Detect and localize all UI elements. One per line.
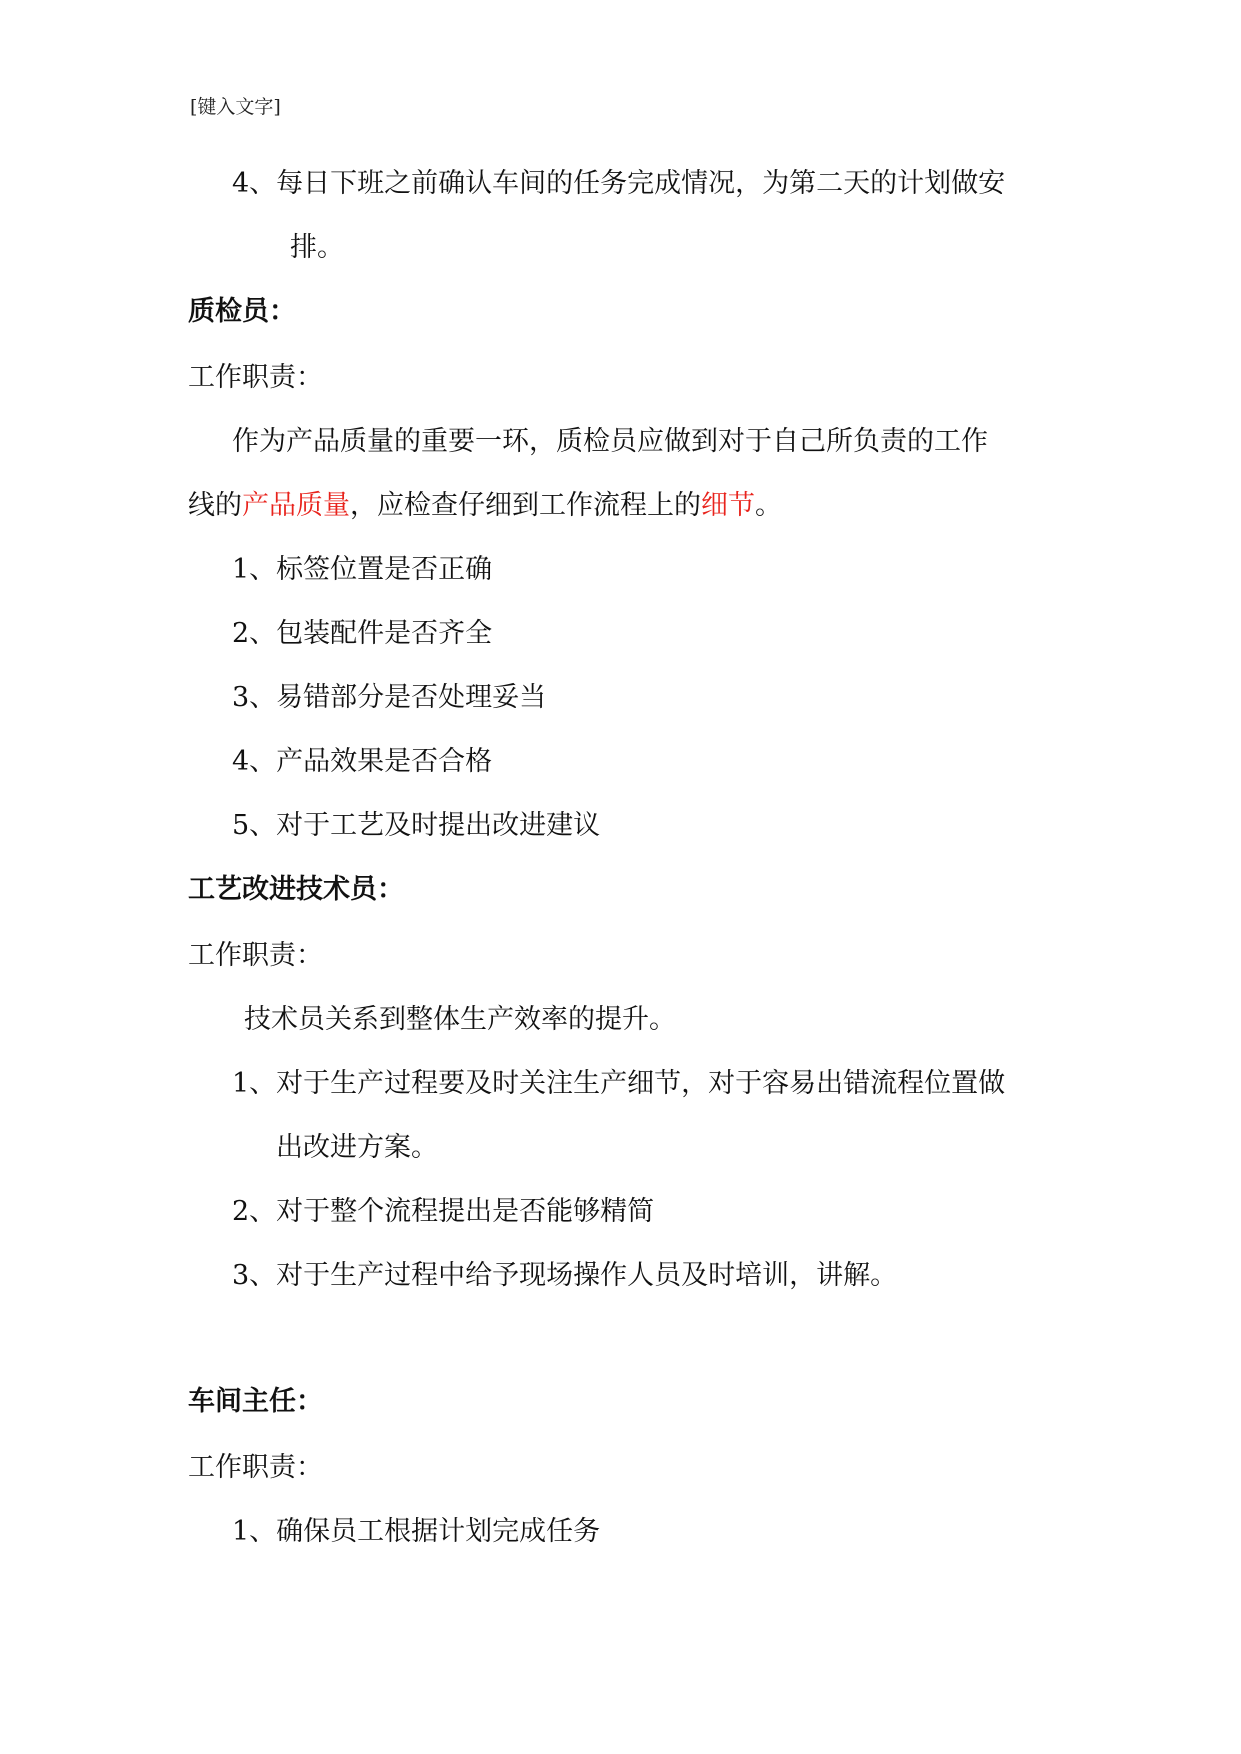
paragraph-line: 作为产品质量的重要一环，质检员应做到对于自己所负责的工作 bbox=[232, 426, 988, 457]
highlight-text: 产品质量 bbox=[242, 490, 350, 521]
list-item: 4、每日下班之前确认车间的任务完成情况，为第二天的计划做安 bbox=[232, 168, 1006, 199]
list-item-continuation: 出改进方案。 bbox=[276, 1132, 438, 1163]
paragraph-line bbox=[188, 488, 782, 524]
duty-label: 工作职责： bbox=[188, 1452, 323, 1483]
list-item: 3、易错部分是否处理妥当 bbox=[232, 682, 547, 713]
section-title-director: 车间主任： bbox=[188, 1386, 323, 1417]
list-item: 3、对于生产过程中给予现场操作人员及时培训，讲解。 bbox=[232, 1260, 898, 1291]
highlight-text: 细节 bbox=[701, 490, 755, 521]
list-item: 1、确保员工根据计划完成任务 bbox=[232, 1516, 601, 1547]
duty-label: 工作职责： bbox=[188, 940, 323, 971]
list-item: 2、包装配件是否齐全 bbox=[232, 618, 493, 649]
duty-label: 工作职责： bbox=[188, 362, 323, 393]
list-item-continuation: 排。 bbox=[290, 232, 344, 263]
page-header: [键入文字] bbox=[190, 96, 281, 118]
paragraph-line: 技术员关系到整体生产效率的提升。 bbox=[244, 1004, 676, 1035]
list-item: 1、对于生产过程要及时关注生产细节，对于容易出错流程位置做 bbox=[232, 1068, 1006, 1099]
list-item: 4、产品效果是否合格 bbox=[232, 746, 493, 777]
text-run: 。 bbox=[755, 490, 782, 521]
text-run: 线的 bbox=[188, 490, 242, 521]
list-item: 1、标签位置是否正确 bbox=[232, 554, 493, 585]
section-title-tech: 工艺改进技术员： bbox=[188, 874, 404, 905]
list-item: 2、对于整个流程提出是否能够精简 bbox=[232, 1196, 655, 1227]
text-run: ，应检查仔细到工作流程上的 bbox=[350, 490, 701, 521]
list-item: 5、对于工艺及时提出改进建议 bbox=[232, 810, 601, 841]
section-title-qc: 质检员： bbox=[188, 296, 296, 327]
